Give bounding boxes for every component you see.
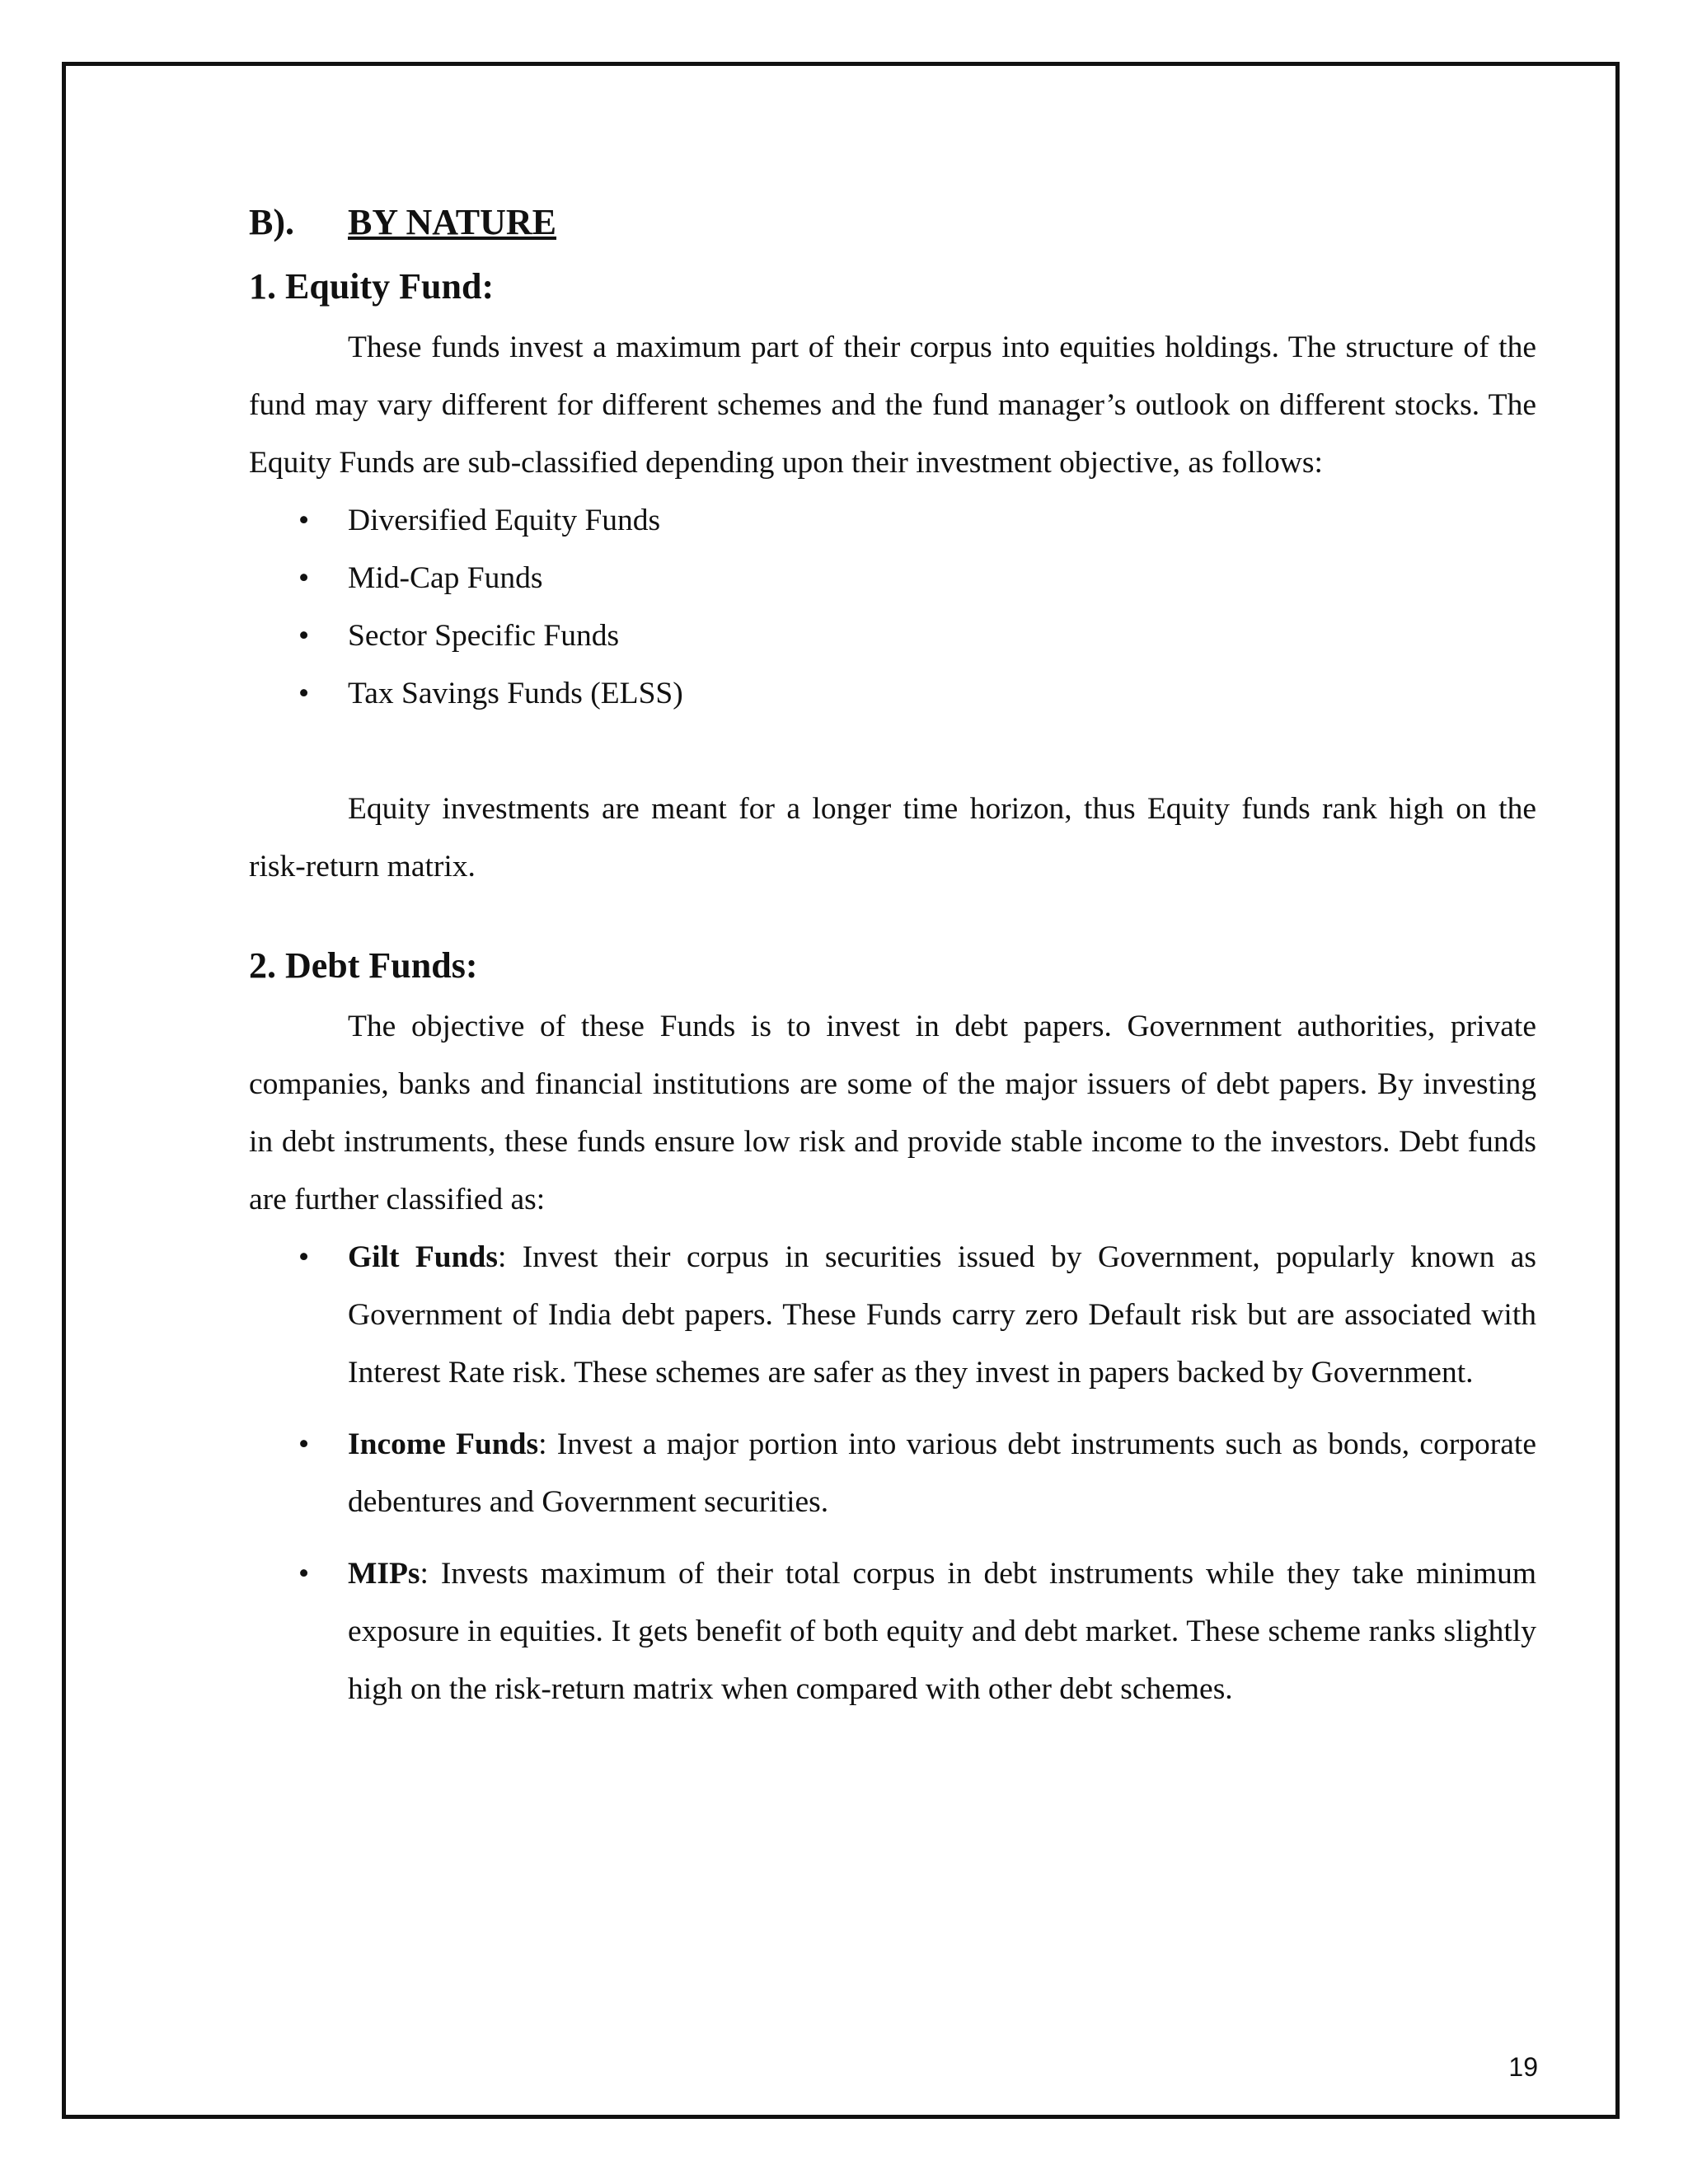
list-item: [249, 607, 1536, 665]
list-item-text: Mid-Cap Funds: [348, 561, 543, 595]
list-item: [249, 492, 1536, 550]
list-item: [249, 1545, 1536, 1718]
list-item-text: Tax Savings Funds (ELSS): [348, 677, 683, 710]
bullet-icon: •: [298, 504, 310, 537]
debt-intro-paragraph: The objective of these Funds is to invest in debt papers. Government authorities, private companies, banks and financial institutions are some of the major issuers of debt papers. By investing in debt instruments, these funds ensure low risk and provide stable income to the investors. Debt funds are further classified as:: [249, 1010, 1536, 1216]
list-item: [249, 1416, 1536, 1531]
list-item-text: : Invest their corpus in securities issued by Government, popularly known as Government of India debt papers. These Funds carry zero Default risk but are associated with Interest Rate risk. These schemes are safer as they invest in papers backed by Government.: [348, 1240, 1537, 1390]
bullet-icon: •: [298, 561, 310, 595]
spacer: [249, 723, 1536, 780]
bullet-icon: •: [298, 619, 310, 653]
spacer: [249, 896, 1536, 937]
equity-fund-types-list: [249, 492, 1536, 723]
list-item-term: Income Funds: [348, 1427, 539, 1461]
list-item: [249, 665, 1536, 723]
section-title: BY NATURE: [348, 202, 557, 242]
list-item-term: MIPs: [348, 1557, 420, 1591]
section-number: B).: [249, 202, 294, 242]
equity-intro-paragraph: These funds invest a maximum part of their corpus into equities holdings. The structure of the fund may vary different for different schemes and the fund manager’s outlook on different stocks. The Equity Funds are sub-classified depending upon their investment objective, as follows:: [249, 330, 1536, 480]
page-number: 19: [1508, 2052, 1538, 2082]
list-item-text: Sector Specific Funds: [348, 619, 620, 653]
bullet-icon: •: [298, 1240, 310, 1274]
equity-closing-paragraph: Equity investments are meant for a longer time horizon, thus Equity funds rank high on the risk-return matrix.: [249, 792, 1536, 883]
document-body: [249, 194, 1536, 1732]
list-item-text: : Invest a major portion into various debt instruments such as bonds, corporate debentures and Government securities.: [348, 1427, 1536, 1519]
bullet-icon: •: [298, 1427, 310, 1461]
list-item-text: : Invests maximum of their total corpus in debt instruments while they take minimum exposure in equities. It gets benefit of both equity and debt market. These scheme ranks slightly high on the risk-return matrix when compared with other debt schemes.: [348, 1557, 1536, 1706]
bullet-icon: •: [298, 1557, 310, 1591]
equity-fund-heading: 1. Equity Fund:: [249, 266, 495, 307]
list-item: [249, 1229, 1536, 1402]
debt-fund-types-list: [249, 1229, 1536, 1718]
bullet-icon: •: [298, 677, 310, 710]
list-item-term: Gilt Funds: [348, 1240, 498, 1274]
list-item-text: Diversified Equity Funds: [348, 504, 661, 537]
debt-funds-heading: 2. Debt Funds:: [249, 945, 478, 986]
section-heading: [249, 194, 1536, 251]
list-item: [249, 550, 1536, 607]
